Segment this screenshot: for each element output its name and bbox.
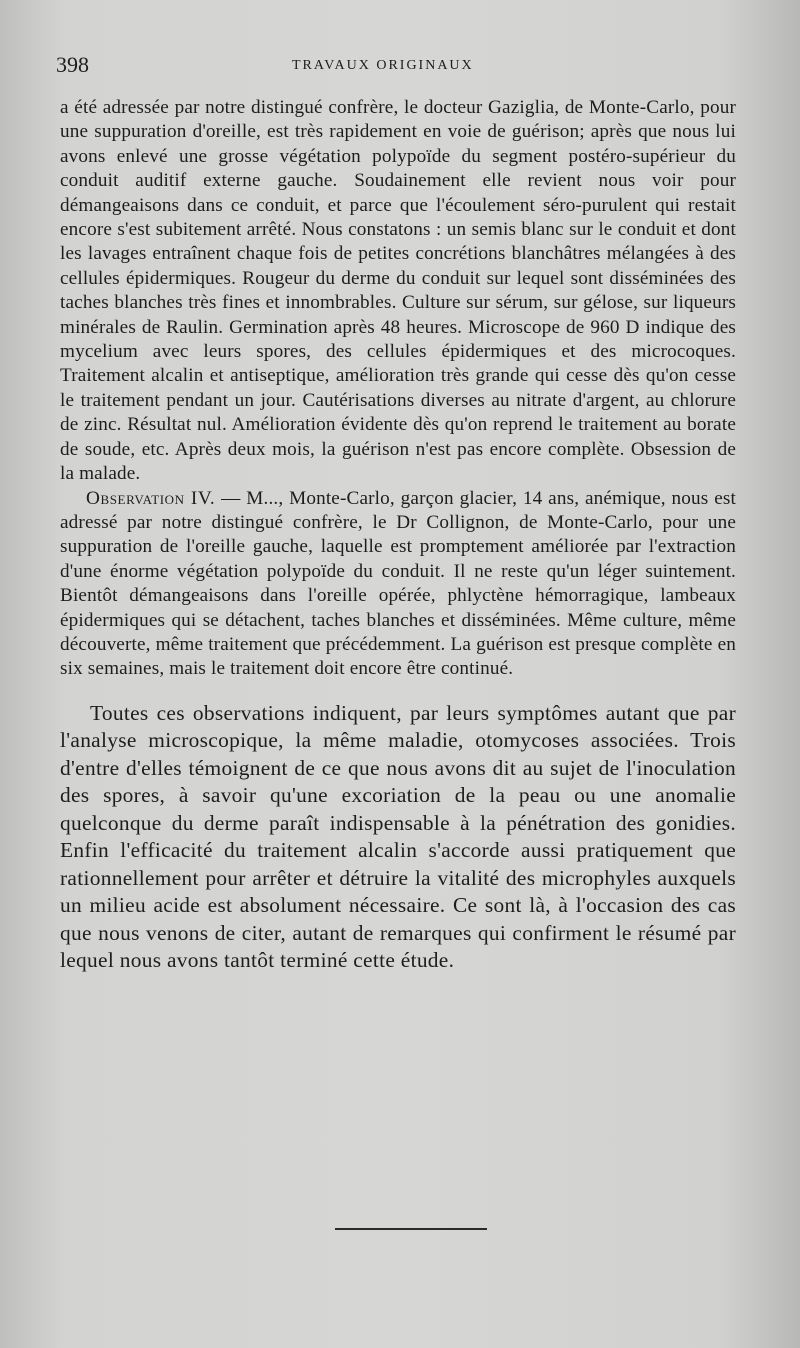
running-head xyxy=(56,52,744,82)
paragraph-conclusion: Toutes ces observations indiquent, par leurs symptômes autant que par l'analyse microscopique, la même maladie, otomycoses associées. Trois d'entre d'elles témoignent de ce que nous avons dit au sujet de l'inoculation des spores, à savoir qu'une excoriation de la peau ou une anomalie quelconque du derme paraît indispensable à la pénétration des gonidies. Enfin l'efficacité du traitement alcalin s'accorde aussi pratiquement que rationnellement pour arrêter et détruire la vitalité des microphyles auxquels un milieu acide est absolument nécessaire. Ce sont là, à l'occasion des cas que nous venons de citer, autant de remarques qui confirment le résumé par lequel nous avons tantôt terminé cette étude. xyxy=(60,700,736,973)
body-text xyxy=(60,96,736,975)
page-number: 398 xyxy=(56,52,89,77)
running-title: TRAVAUX ORIGINAUX xyxy=(292,58,474,73)
observation-text: — M..., Monte-Carlo, garçon glacier, 14 ans, anémique, nous est adressé par notre distingué confrère, le Dr Collignon, de Monte-Carlo, pour une suppuration de l'oreille gauche, laquelle est promptement améliorée par l'extraction d'une énorme végétation polypoïde du conduit. Il ne reste qu'un léger suintement. Bientôt démangeaisons dans l'oreille opérée, phlyctène hémorragique, lambeaux épidermiques qui se détachent, taches blanches et disséminées. Même culture, même découverte, même traitement que précédemment. La guérison est presque complète en six semaines, mais le traitement doit encore être continué. xyxy=(60,487,736,680)
paragraph-observation-iv xyxy=(60,487,736,682)
paragraph-case-continuation: a été adressée par notre distingué confrère, le docteur Gaziglia, de Monte-Carlo, pour une suppuration d'oreille, est très rapidement en voie de guérison; après que nous lui avons enlevé une grosse végétation polypoïde du segment postéro-supérieur du conduit auditif externe gauche. Soudainement elle revient nous voir pour démangeaisons dans ce conduit, et parce que l'écoulement séro-purulent qui restait encore s'est subitement arrêté. Nous constatons : un semis blanc sur le conduit et dont les lavages entraînent chaque fois de petites concrétions blanchâtres mélangées à des cellules épidermiques. Rougeur du derme du conduit sur lequel sont disséminées des taches blanches très fines et innombrables. Culture sur sérum, sur gélose, sur liqueurs minérales de Raulin. Germination après 48 heures. Microscope de 960 D indique des mycelium avec leurs spores, des cellules épidermiques et des microcoques. Traitement alcalin et antiseptique, amélioration très grande qui cesse dès qu'on cesse le traitement pendant un jour. Cautérisations diverses au nitrate d'argent, au chlorure de zinc. Résultat nul. Amélioration évidente dès qu'on reprend le traitement au borate de soude, etc. Après deux mois, la guérison n'est pas encore complète. Obsession de la malade. xyxy=(60,97,736,485)
observation-label: Observation IV. xyxy=(86,487,216,509)
end-rule xyxy=(335,1228,487,1230)
